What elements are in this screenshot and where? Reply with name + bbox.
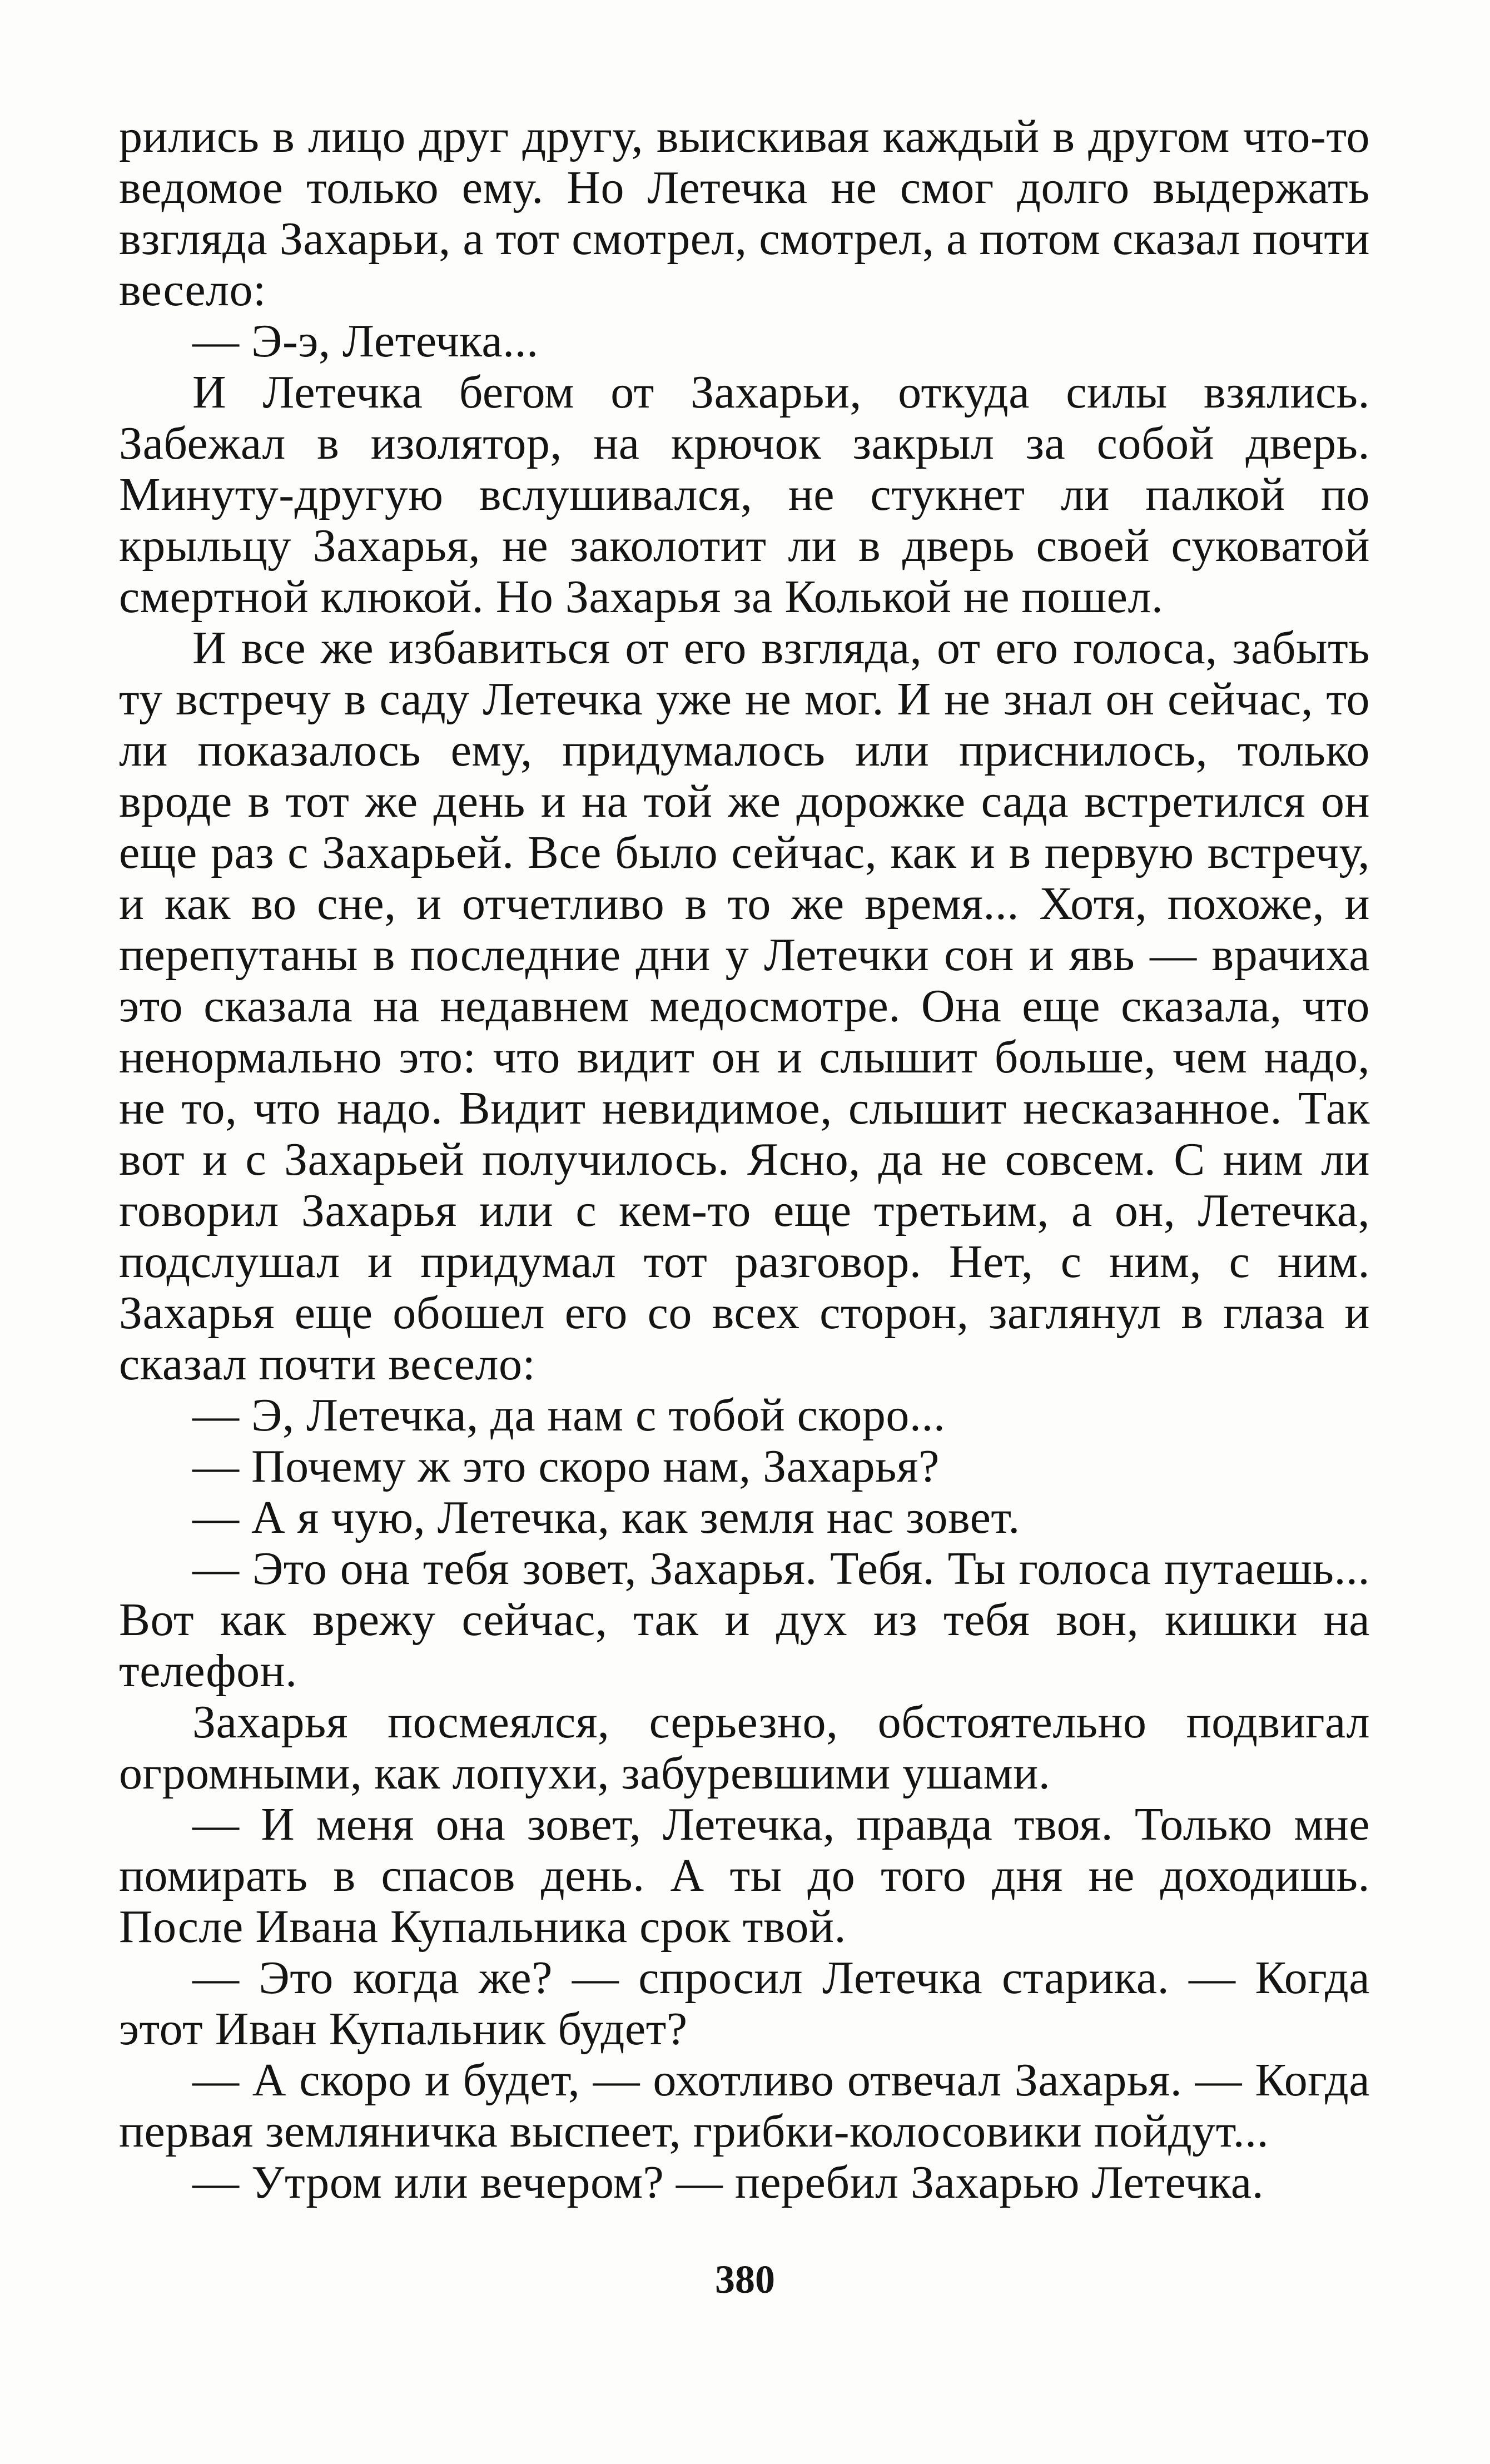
paragraph: Захарья посмеялся, серьезно, обстоятельно подвигал огромными, как лопухи, забуревшими ушами. [119,1696,1370,1799]
paragraph: И все же избавиться от его взгляда, от его голоса, забыть ту встречу в саду Летечка уже не мог. И не знал он сейчас, то ли показалось ему, придумалось или приснилось, только вроде в тот же день и на той же дорожке сада встретился он еще раз с Захарьей. Все было сейчас, как и в первую встречу, и как во сне, и отчетливо в то же время... Хотя, похоже, и перепутаны в последние дни у Летечки сон и явь — врачиха это сказала на недавнем медосмотре. Она еще сказала, что ненормально это: что видит он и слышит больше, чем надо, не то, что надо. Видит невидимое, слышит несказанное. Так вот и с Захарьей получилось. Ясно, да не совсем. С ним ли говорил Захарья или с кем-то еще третьим, а он, Летечка, подслушал и придумал тот разговор. Нет, с ним, с ним. Захарья еще обошел его со всех сторон, заглянул в глаза и сказал почти весело: [119,622,1370,1390]
paragraph: — Э-э, Летечка... [192,315,539,367]
paragraph: И Летечка бегом от Захарьи, откуда силы взялись. Забежал в изолятор, на крючок закрыл за собой дверь. Минуту-другую вслушивался, не стукнет ли палкой по крыльцу Захарья, не заколотит ли в дверь своей суковатой смертной клюкой. Но Захарья за Колькой не пошел. [119,366,1370,623]
paragraph: — Это она тебя зовет, Захарья. Тебя. Ты голоса путаешь... Вот как врежу сейчас, так и дух из тебя вон, кишки на телефон. [119,1543,1370,1697]
paragraph: — А я чую, Летечка, как земля нас зовет. [192,1492,1020,1543]
paragraph: рились в лицо друг другу, выискивая каждый в другом что-то ведомое только ему. Но Летечка не смог долго выдержать взгляда Захарьи, а тот смотрел, смотрел, а потом сказал почти весело: [119,111,1370,316]
paragraph: — Почему ж это скоро нам, Захарья? [192,1440,940,1492]
page-number: 380 [715,2257,775,2302]
paragraph: — Утром или вечером? — перебил Захарью Летечка. [192,2157,1264,2208]
paragraph: — Это когда же? — спросил Летечка старика. — Когда этот Иван Купальник будет? [119,1952,1370,2055]
paragraph: — А скоро и будет, — охотливо отвечал Захарья. — Когда первая земляничка выспеет, грибки-колосовики пойдут... [119,2054,1370,2157]
paragraph: — И меня она зовет, Летечка, правда твоя. Только мне помирать в спасов день. А ты до того дня не доходишь. После Ивана Купальника срок твой. [119,1799,1370,1953]
paragraph: — Э, Летечка, да нам с тобой скоро... [192,1389,946,1441]
page-text [119,111,1370,2208]
